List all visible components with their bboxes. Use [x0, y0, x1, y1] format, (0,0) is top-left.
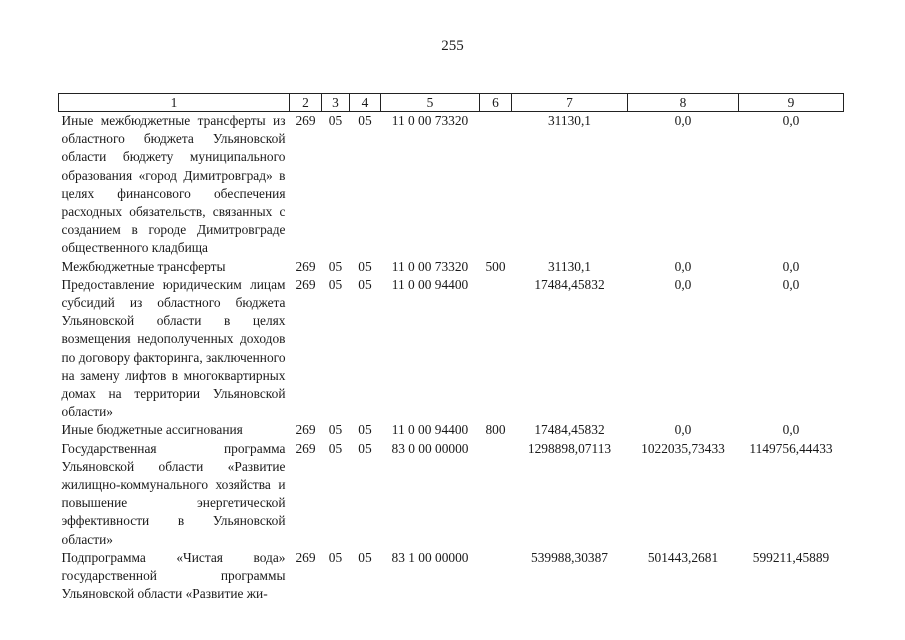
cell-amount-year2: 0,0 — [674, 422, 692, 438]
budget-table — [58, 93, 844, 603]
cell-ministry-code: 269 — [295, 422, 316, 438]
cell-target-article: 11 0 00 94400 — [391, 276, 469, 292]
cell-section: 05 — [328, 113, 343, 128]
table-header — [59, 94, 844, 112]
cell-section: 05 — [328, 276, 343, 292]
cell-section: 05 — [328, 258, 343, 274]
cell-amount-year2: 0,0 — [674, 276, 692, 292]
cell-target-article: 11 0 00 73320 — [391, 113, 469, 128]
header-cell: 4 — [350, 94, 381, 112]
cell-subsection: 05 — [358, 276, 372, 292]
cell-expense-type: 800 — [485, 422, 506, 438]
cell-ministry-code: 269 — [295, 276, 316, 292]
header-cell: 2 — [290, 94, 322, 112]
cell-amount-year3: 0,0 — [782, 113, 800, 128]
header-cell: 9 — [739, 94, 844, 112]
header-cell: 6 — [480, 94, 512, 112]
cell-ministry-code: 269 — [295, 258, 316, 274]
cell-target-article: 11 0 00 94400 — [391, 422, 469, 438]
cell-amount-year1: 539988,30387 — [531, 549, 608, 565]
cell-ministry-code: 269 — [295, 113, 316, 128]
cell-amount-year3: 0,0 — [782, 258, 800, 274]
row-description: Иные бюджетные ассигнования — [61, 422, 243, 438]
cell-section: 05 — [328, 440, 343, 456]
cell-amount-year3: 1149756,44433 — [749, 440, 833, 456]
cell-expense-type — [480, 440, 512, 549]
cell-section: 05 — [328, 422, 343, 438]
cell-expense-type — [480, 276, 512, 422]
cell-subsection: 05 — [358, 258, 372, 274]
cell-amount-year1: 31130,1 — [547, 258, 592, 274]
cell-amount-year1: 1298898,07113 — [527, 440, 612, 456]
cell-target-article: 83 0 00 00000 — [391, 440, 469, 456]
table-row — [59, 276, 844, 422]
row-description: Предоставление юридическим лицам субсидий из областного бюджета Ульяновской области в целях возмещения недополученных доходов по договору факторинга, заключенного на замену лифтов в многоквартирных домах на территории Ульяновской области» — [61, 276, 286, 420]
header-cell: 8 — [628, 94, 739, 112]
page-number: 255 — [441, 38, 464, 54]
cell-amount-year3: 0,0 — [782, 422, 800, 438]
cell-amount-year2: 0,0 — [674, 258, 692, 274]
cell-expense-type — [480, 112, 512, 258]
cell-amount-year2: 0,0 — [674, 113, 692, 128]
cell-subsection: 05 — [358, 440, 372, 456]
table-row — [59, 421, 844, 439]
table-row — [59, 440, 844, 549]
cell-subsection: 05 — [358, 113, 372, 128]
header-cell: 3 — [322, 94, 350, 112]
cell-subsection: 05 — [358, 422, 372, 438]
cell-amount-year2: 501443,2681 — [647, 549, 719, 565]
cell-target-article: 11 0 00 73320 — [391, 258, 469, 274]
cell-amount-year3: 0,0 — [782, 276, 800, 292]
cell-amount-year3: 599211,45889 — [752, 549, 830, 565]
cell-target-article: 83 1 00 00000 — [391, 549, 469, 565]
row-description: Государственная программа Ульяновской области «Развитие жилищно-коммунального хозяйства и повышение энергетической эффективности в Ульяновской области» — [61, 440, 286, 547]
cell-ministry-code: 269 — [295, 440, 316, 456]
cell-subsection: 05 — [358, 549, 372, 565]
row-description: Подпрограмма «Чистая вода» государственной программы Ульяновской области «Развитие жи- — [61, 549, 286, 602]
header-cell: 7 — [512, 94, 628, 112]
cell-amount-year1: 17484,45832 — [534, 276, 605, 292]
cell-amount-year1: 17484,45832 — [534, 422, 605, 438]
row-description: Межбюджетные трансферты — [61, 258, 226, 274]
cell-amount-year2: 1022035,73433 — [641, 440, 725, 456]
header-cell: 1 — [59, 94, 290, 112]
table-row — [59, 112, 844, 258]
table-row — [59, 258, 844, 276]
cell-section: 05 — [328, 549, 343, 565]
cell-expense-type: 500 — [485, 258, 506, 274]
cell-ministry-code: 269 — [295, 549, 316, 565]
cell-expense-type — [480, 549, 512, 604]
header-cell: 5 — [381, 94, 480, 112]
row-description: Иные межбюджетные трансферты из областного бюджета Ульяновской области бюджету муниципального образования «город Димитровград» в целях финансового обеспечения расходных обязательств, связанных с созданием в городе Димитровграде общественного кладбища — [61, 113, 286, 256]
cell-amount-year1: 31130,1 — [547, 113, 592, 128]
table-row — [59, 549, 844, 604]
